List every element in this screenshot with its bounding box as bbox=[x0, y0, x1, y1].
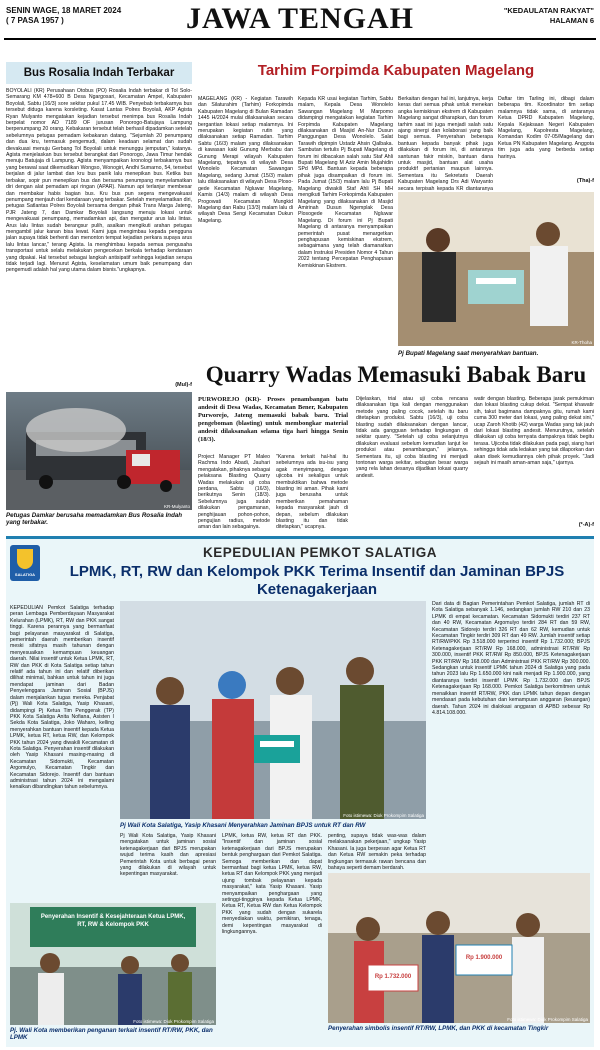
salatiga-headline: LPMK, RT, RW dan Kelompok PKK Terima Insentif dan Jaminan BPJS Ketenagakerjaan bbox=[69, 563, 565, 598]
quarry-lead: PURWOREJO (KR)- Proses penambangan batu andesit di Desa Wadas, Kecamatan Bener, Kabupaten Purworejo, Jateng memasuki babak baru. Trial pengeboman (blasting) untuk membongkar material andesit dilaksanakan selama tiga hari hingga Senin (18/3). bbox=[198, 396, 348, 443]
bus-headline bbox=[6, 62, 192, 84]
salatiga-mid-b: LPMK, ketua RW, ketua RT dan PKK. "Insentif dan jaminan sosial ketenagakerjaan dari BPJS merupakan bentuk penghargaan dari Pemkot Salatiga. Semoga memberikan dan dapat bermanfaat bagi ketua LPMK, ketua RW, ketua RT dan Kelompok PKK yang menjadi ujung tombak pelayanan kepada masyarakat," kata Yasip Khasani. Yasip menyampaikan penghargaan yang setinggi-tingginya kepada Ketua LPMK, Ketua RT, Ketua RW dan Ketua Kelompok PKK yang sudah dengan sukarela menyediakan waktu, pemikiran, tenaga, demi kepentingan masyarakat di lingkungannya. bbox=[222, 833, 322, 936]
bus-photo-credit: KR-Mulyanto bbox=[163, 504, 190, 509]
symbolic-handover-scene bbox=[328, 873, 590, 1023]
forpimda-photo bbox=[398, 192, 594, 346]
forpimda-signoff: (Tha)-f bbox=[576, 178, 594, 184]
bus-headline-text: Bus Rosalia Indah Terbakar bbox=[23, 67, 175, 79]
forpimda-headline: Tarhim Forpimda Kabupaten Magelang bbox=[257, 62, 535, 79]
left-photo-credit: Foto istimewa: Diok Prokompim Salatiga bbox=[133, 1019, 214, 1024]
forpimda-col-4: Daftar tim Tarling ini, dibagi dalam beberapa tim. Koordinator tim setiap malamnya tidak sama, di antaranya Ketua DPRD Kabupaten Magelang, Kepala Kejaksaan Negeri Kabupaten Magelang, Kapolresta Magelang, Komandan Kodim 07-05/Magelang dan Ketua PN Kabupaten Magelang. Anggota tim juga ada yang berbeda setiap harinya. bbox=[498, 96, 594, 160]
bus-fire-photo bbox=[6, 392, 192, 510]
banner-event-photo bbox=[10, 903, 216, 1025]
masthead bbox=[0, 0, 600, 50]
bus-article bbox=[6, 54, 192, 530]
section-title: JAWA TENGAH bbox=[185, 2, 414, 35]
quarry-headline: Quarry Wadas Memasuki Babak Baru bbox=[205, 362, 587, 387]
masthead-rule bbox=[4, 38, 596, 40]
bus-signoff: (Mul)-f bbox=[175, 382, 192, 388]
salatiga-caption-left: Pj. Wali Kota memberikan penganan terkait insentif RT/RW, PKK, dan LPMK bbox=[10, 1027, 213, 1041]
salatiga-col-1: KEPEDULIAN Pemkot Salatiga terhadap peran Lembaga Pemberdayaan Masyarakat Kelurahan (LPMK), RT, RW dan PKK sangat tinggi. Karena perannya yang bermanfaat bagi pelayanan masyarakat di Salatiga, pemerintah daerah memberikan insentif meski sifatnya masih tahunan dengan menyesuaikan kemampuan keuangan daerah. Nilai insentif untuk Ketua LPMK, RT, RW dan PKK di Kota Salatiga setiap tahun relatif ada tahun ini dan relatif diberikan dilihat minimal, bahkan untuk tahun ini juga mendapat jaminan dari Badan Penyelenggara Jaminan Sosial (BPJS) dalam menjalankan tugas mereka. Penjabat (Pj) Wali Kota Salatiga, Yasip Khasani, didampingi Pj Ketua Tim Penggerak (TP) PKK Kota Salatiga Anita Nofiana, Asisten I Sekda Kota Salatiga, Joko Waharo, kelling menyerahkan bantuan insentif kepada Ketua LPMK, ketua RT, ketua RW, dan Kelompok PKK tahun 2024 yang diwakili Kecamatan di Kota Salatiga. Penyerahan insentif dilakukan oleh Yasip Khasani masing-masing di Kecamatan Sidomukti, Kecamatan Argomulyo, Kecamatan Tingkir dan Kecamatan Sidorejo. Insentif dan bantuan administrasi tahun 2024 ini mengalami kenaikan dibandingkan tahun sebelumnya. bbox=[10, 605, 114, 791]
quarry-article bbox=[198, 362, 594, 532]
quarry-signoff: (*-A)-f bbox=[578, 522, 594, 528]
salatiga-mid-c: penting, supaya tidak was-was dalam melaksanakan pekerjaan," ungkap Yasip Khasani. Ia juga berpesan agar Ketua RT dan Ketua RW semakin peka terhadap lingkungan termasuk rawan bencana dan bahaya seperti demam berdarah. bbox=[328, 833, 426, 872]
symbolic-handover-photo bbox=[328, 873, 590, 1023]
right-photo-credit: Foto istimewa: Diok Prokompim Salatiga bbox=[507, 1017, 588, 1022]
mosque-handover-scene bbox=[398, 192, 594, 346]
forpimda-col-1: MAGELANG (KR) - Kegiatan Tarawih dan Silaturahim (Tarhim) Forkopimda Kabupaten Magelang di Bulan Ramadan 1445 H/2024 mulai dilaksanakan secara bergantian lokasi setiap malamnya. Ini merupakan kegiatan rutin yang dilaksanakan setiap Ramadan. Tarhim Sabtu (16/3) malam yang dilaksanakan di kawasan kaki Gunung Merbabu dan Gunung Merapi wilayah Kabupaten Magelang, tepatnya di wilayah Desa Wonolelo Kecamatan Sawangan Magelang, sedang Jumat (15/3) malam lalu dilaksanakan di wilayah Desa Ploso-gede Kecamatan Ngluwar Magelang, Kamis (14/3) malam di wilayah Desa Progowati Kecamatan Mungkid Magelang dan Rabu (13/3) malam lalu di wilayah Desa Sengi Kecamatan Dukun Magelang. bbox=[198, 96, 293, 224]
bus-fire-scene bbox=[6, 392, 192, 510]
salatiga-kicker: KEPEDULIAN PEMKOT SALATIGA bbox=[202, 545, 437, 560]
publisher-name: "KEDAULATAN RAKYAT" bbox=[503, 6, 594, 15]
banner-text: Penyerahan Insentif & Kesejahteraan Ketua LPMK, RT, RW & Kelompok PKK bbox=[40, 914, 186, 928]
page-number: HALAMAN 6 bbox=[549, 16, 594, 25]
quarry-col-3: Dijelaskan, trial atau uji coba rencana dilaksanakan tiga kali dengan menggunakan metode yang paling cocok, setelah itu baru ditetapkan produksi. Sabtu (16/3), uji coba blasting sudah dilaksanakan dengan lancar, tidak ada gangguan terhadap lingkungan di sekitar quarry. "Setelah uji coba selanjutnya dilakukan evaluasi sebelum kemudian lanjut ke produksi atau penambangan," jelasnya. Sementara itu, uji coba blasting ini menjadi tontonan warga sekitar, sebagian besar warga yang rela lahan desanya dijadikan lokasi quarry andesit. bbox=[356, 396, 468, 479]
salatiga-advertorial bbox=[6, 536, 594, 1047]
forpimda-article bbox=[198, 54, 594, 357]
forpimda-caption: Pj Bupati Magelang saat menyerahkan bantuan. bbox=[398, 350, 539, 357]
main-photo-credit: Foto istimewa: Diok Prokompim Salatiga bbox=[343, 813, 424, 818]
bus-caption: Petugas Damkar berusaha memadamkan Bus Rosalia Indah yang terbakar. bbox=[6, 512, 183, 526]
salatiga-caption-main: Pj Wali Kota Salatiga, Yasip Khasani Menyerahkan Jaminan BPJS untuk RT dan RW bbox=[120, 822, 366, 829]
salatiga-caption-right: Penyerahan simbolis insentif RT/RW, LPMK, dan PKK di kecamatan Tingkir bbox=[328, 1025, 549, 1032]
check-card-text: Rp 1.900.000 bbox=[465, 955, 503, 961]
salatiga-logo bbox=[10, 545, 40, 581]
forpimda-col-2: Kepada KR usai kegiatan Tarhim, Sabtu malam, Kepala Desa Wonolelo Sawangan Magelang M Marpomo didampingi mengatakan kegiatan Tarhim Forpimda Kabupaten Magelang dilaksanakan di Masjid An-Nur Dusun Panggungan Desa Wonolelo. Salat Tarawih dipimpin Ustadz Ahsin Qalbaka. Sambutan tertulis Pj Bupati Magelang di forum ini dibacakan salah satu Staf Ahli Bupati Magelang M Aziz Amin Mujahidin SPd MPd. Bantuan kepada beberapa pihak juga disampaikan di forum ini. Pada Jumat (15/3) malam lalu Pj Bupati Magelang diwakili Staf Ahli SH MH mengikuti Tarhim Forkopimda Kabupaten Magelang yang dilaksanakan di Masjid Amirinah Dusun Ngemplak Desa Plosogede Kecamatan Ngluwar Magelang. Di forum ini Pj Bupati Magelang di antaranya menyampaikan pemerintah pusat menargetkan penghapusan kemiskinan ekstrem, sebagaimana yang telah diamanatkan dalam Instruksi Presiden Nomor 4 Tahun 2022 tentang Percepatan Penghapusan Kemiskinan Ekstrem. bbox=[298, 96, 393, 269]
hijri-date: ( 7 PASA 1957 ) bbox=[6, 16, 64, 25]
salatiga-mid-a: Pj Wali Kota Salatiga, Yasip Khasani mengatakan untuk jaminan sosial ketenagakerjaan dari BPJS merupakan wujud terima kasih dan apresiasi Pemerintah Kota untuk berbagai peran yang dilakukan di wilayah untuk kepentingan masyarakat. bbox=[120, 833, 216, 878]
logo-shield-icon bbox=[17, 549, 33, 569]
date-line: SENIN WAGE, 18 MARET 2024 bbox=[6, 6, 122, 15]
bpjs-handover-photo bbox=[120, 601, 426, 819]
forpimda-col-3: Berkaitan dengan hal ini, lanjutnya, kerja keras dari semua pihak untuk menekan angka kemiskinan ekstrem di Kabupaten Magelang sangat diharapkan, dan forum tarhim saat ini juga menjadi salah satu ajang sinergi dan kolaborasi yang baik bagi semua. Penyerahan beberapa bantuan kepada banyak pihak juga dilakukan di forum ini, di antaranya santunan fakir miskin, bantuan dana untuk masjid, bantuan alat usaha produktif pertanian maupun lainnya. Sementara itu Sekretaris Daerah Kabupaten Magelang Drs Adi Waryanto secara terpisah kepada KR diantaranya bbox=[398, 96, 493, 192]
quarry-col-1: Project Manager PT Maleo Rachma Indo Abadi, Jauhari mengatakan, pihaknya sebagai pelaksana Blasting Quarry Wadas melakukan uji coba perdana, Sabtu (16/3), berikutnya Senin (18/3). Sebelumnya juga sudah dilakukan pengamanan, penghijauan pohon-pohon, pengujian radius, metode aman dan lain sebagainya. bbox=[198, 454, 270, 531]
check-card-text-b: Rp 1.732.000 bbox=[374, 974, 412, 980]
bus-body: BOYOLALI (KR) Perusahaan Otobus (PO) Rosalia Indah terbakar di Tol Solo-Semarang KM 478+600 B Desa Ngargosari, Kecamatan Ampel, Kabupaten Boyolali, Sabtu (16/3) sore sekitar pukul 17.45 WIB. Penyebab terbakarnya bus tersebut diduga karena korsleting. Kasat Lantas Polres Boyolali, AKP Agista Ryan Mulyanto mengatakan kejadian tersebut menimpa bus Rosalia Indah berpelat nomor AD 7189 OF jurusan Ponorogo-Batujaya Lampung berpenumpang 20 orang. Kebakaran tersebut telah berhasil dipadamkan setelah sebelumnya petugas pemadam kebakaran datang. "Sejumlah 20 penumpang dan dua kru, termasuk pengemudi, dalam keadaan selamat dan sudah dievakuasi menuju Gerbang Tol Boyolali untuk menunggu jemputan," katanya. Agista menjelaskan bus tersebut berangkat dari Ponorogo, Jawa Timur hendak menuju Batujaja di Lampung. Agista menyampaikan kronologi terbakarnya bus yang berawal saat dikemudikan Wongso, Wonogiri, Andhi Sumarno, 54, tersebut berjalan di jalur lambat dan kru bus panik lalu menepikan bus. Ketika bus terbakar, sopir pun menepikan bus dan bersama penumpang menyelamatkan diri dengan alat pemadam api ringan (APAR). Namun api terlanjur membesar dan membakar habis bagian bus. Kru bus pun segera mengevakuasi penumpang menjauh dari kendaraan yang terbakar. Setelah menyelamatkan diri, petugas Satlantas Polres Boyolali bersama dengan pihak Trans Marga Jateng, PJR Jateng 7, dan Damkar Boyolali langsung menuju lokasi untuk mengevakuasi penumpang, memadamkan api, dan mengatur arus lalu lintas. Arus lalu lintas sudah berangsur pulih, asalkan mengikuti arahan petugas mengambil jalur kanan bisa lewat. Kami juga mengimbau kepada pengguna jalan supaya tidak berhenti dan menonton tempat kejadian perkara supaya arus lalu lintas lancar," terang Agista. Ia menghimbau kepada semua pengusaha transportasi untuk selalu melakukan pengecekan berkala terhadap kendaraan yang dipakai. Hal tersebut sebagai langkah antisipatif sehingga kejadian serupa tidak terjadi lagi. Menurut Agista, keselamatan umum baik penumpang dan pengemudi adalah hal yang utama dalam bisnis."ungkapnya. bbox=[6, 88, 193, 274]
forpimda-photo-credit: KR-Thoha bbox=[571, 340, 592, 345]
salatiga-logo-text: SALATIGA bbox=[14, 572, 36, 577]
bpjs-handover-scene bbox=[120, 601, 426, 819]
salatiga-col-right: Dari data di Bagian Pemerintahan Pemkot Salatiga, jumlah RT di Kota Salatiga sebanyak 1.146, sedangkan jumlah RW 210 dan 23 LPMK di empat kecamatan. Kecamatan Sidomukti terdiri 237 RT dan 40 RW, Kecamatan Argomulyo terdiri 284 RT dan 59 RW, Kecamatan Sidorejo terdiri 326 RT dan 62 RW, kemudian untuk Kecamatan Tingkir terdiri 309 RT dan 49 RW. Jumlah insentif setiap RT/RW/PKK Rp 3.518.000 terperinci insentif Rp 1.732.000; BPJS Ketenagakerjaan RT/RW Rp 168.000, administrasi RT/RW Rp 300.000, insentif PKK RT/RW Rp 850.000, BPJS Ketenagakerjaan PKK RT/RW Rp 168.000 dan Administrasi PKK RT/RW Rp 300.000. Sedangkan untuk insentif LPMK tahun 2024 di Salatiga yang pada tahun 2023 lalu Rp 1.650.000 kini naik menjadi Rp 1.900.000, yang diantaranya terdiri insentif LPMK Rp 1.732.000 dan BPJS Ketenagakerjaan Rp 168.000. Pemkot Salatiga berkomitmen untuk menaikkan insentif RT/RW, PKK dan LPMK tahun depan dengan mendasari pada kebutuhan dan kemampuan anggaran (keuangan) daerah. Tahun 2024 ini dialokasi anggaran di APBD sebesar Rp 4.814.108.000. bbox=[432, 601, 590, 716]
quarry-col-4: watir dengan blasting. Beberapa jarak pemukiman dan lokasi blasting cukup dekat. "Sempat khawatir sih, takut bagimana dampaknya gitu, rumah kami cuma 300 meter dari lokasi, yang paling dekat sini," ucap Zaroh Khotib (42) warga Wadas yang tak jauh dari lokasi blasting andesit. Menurutnya, setelah dilakukan uji coba ternyata dampaknya tidak begitu terasa. Ujicoba tidak dilakukan pada pagi, siang hari sehingga tidak ada ledakan yang tak dilaporkan dan akan disek kemudiannya oleh pihak proyek. "Jadi sejauh ini masih aman-aman saja," ujarnya. bbox=[474, 396, 594, 467]
quarry-col-2: "Karena terkait hal-hal itu sebelumnya ada isu-isu yang agak menyimpang, dengan ujicoba ini sekaligus untuk membuktikan bahwa metode blasting ini aman. Pihak kami juga berusaha untuk memberikan pemahaman kepada masyarakat jauh di depan, sebelum dilakukan blasting itu dan tidak ditetapkan," ucapnya. bbox=[276, 454, 348, 531]
